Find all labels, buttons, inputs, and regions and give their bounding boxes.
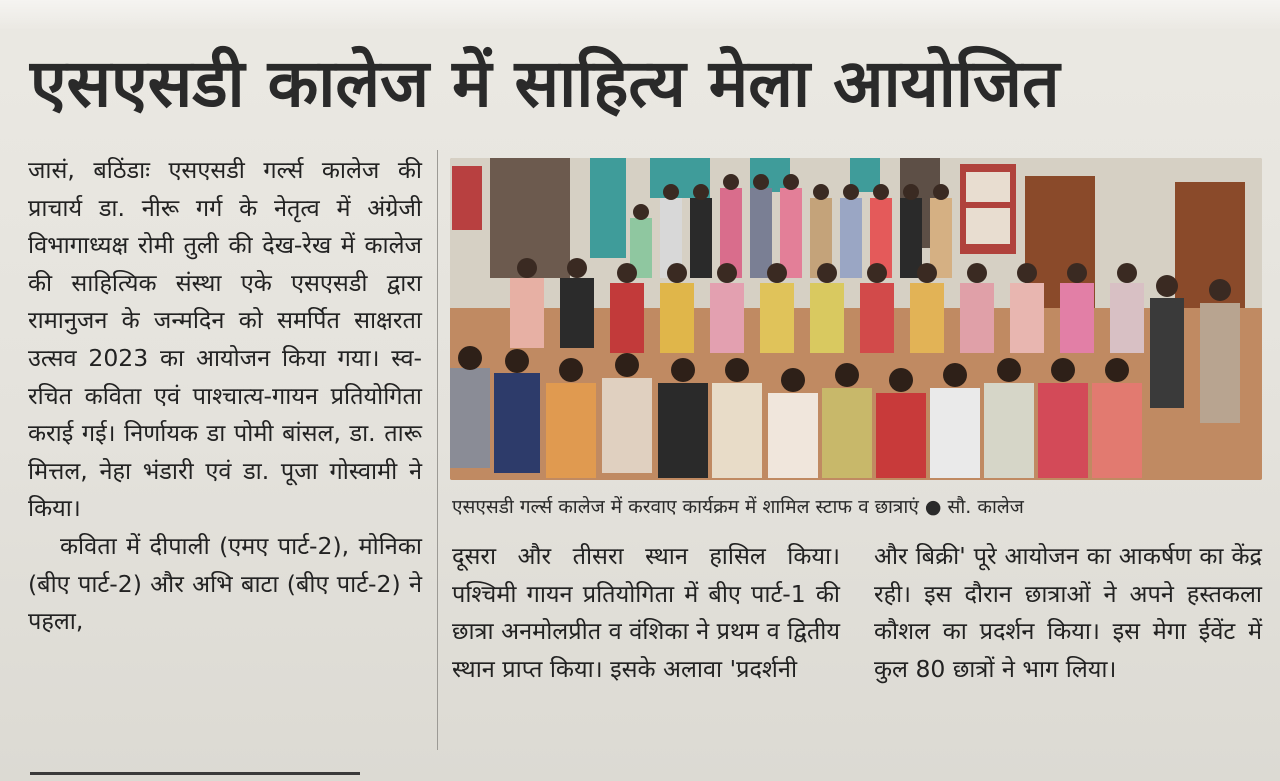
group-photo-illustration xyxy=(450,158,1262,480)
article-paragraph-4: और बिक्री' पूरे आयोजन का आकर्षण का केंद्र रही। इस दौरान छात्राओं ने अपने हस्तकला कौशल का प्रदर्शन किया। इस मेगा ईवेंट में कुल 80 छात्रों ने भाग लिया। xyxy=(874,542,1262,683)
bottom-rule xyxy=(30,772,360,775)
page-sheen xyxy=(0,0,1280,30)
headline: एसएसडी कालेज में साहित्य मेला आयोजित xyxy=(30,45,1060,122)
group-photo xyxy=(450,158,1262,480)
article-paragraph-3: दूसरा और तीसरा स्थान हासिल किया। पश्चिमी गायन प्रतियोगिता में बीए पार्ट-1 की छात्रा अनमोलप्रीत व वंशिका ने प्रथम व द्वितीय स्थान प्राप्त किया। इसके अलावा 'प्रदर्शनी xyxy=(452,542,840,683)
article-paragraph-1: जासं, बठिंडाः एसएसडी गर्ल्स कालेज की प्राचार्य डा. नीरू गर्ग के नेतृत्व में अंग्रेजी विभागाध्यक्ष रोमी तुली की देख-रेख में कालेज की साहित्यिक संस्था एके एसएसडी द्वारा रामानुजन के जन्मदिन को समर्पित साक्षरता उत्सव 2023 का आयोजन किया गया। स्व-रचित कविता एवं पाश्चात्य-गायन प्रतियोगिता कराई गई। निर्णायक डा पोमी बांसल, डा. तारू मित्तल, नेहा भंडारी एवं डा. पूजा गोस्वामी ने किया। xyxy=(28,156,422,523)
column-divider xyxy=(437,150,438,750)
article-paragraph-2: कविता में दीपाली (एमए पार्ट-2), मोनिका (बीए पार्ट-2) और अभि बाटा (बीए पार्ट-2) ने पहला, xyxy=(28,531,422,636)
article-left-column xyxy=(28,152,422,641)
photo-caption: एसएसडी गर्ल्स कालेज में करवाए कार्यक्रम में शामिल स्टाफ व छात्राएं ● सौ. कालेज xyxy=(452,496,1024,518)
article-right-column xyxy=(874,538,1262,688)
article-middle-column xyxy=(452,538,840,688)
